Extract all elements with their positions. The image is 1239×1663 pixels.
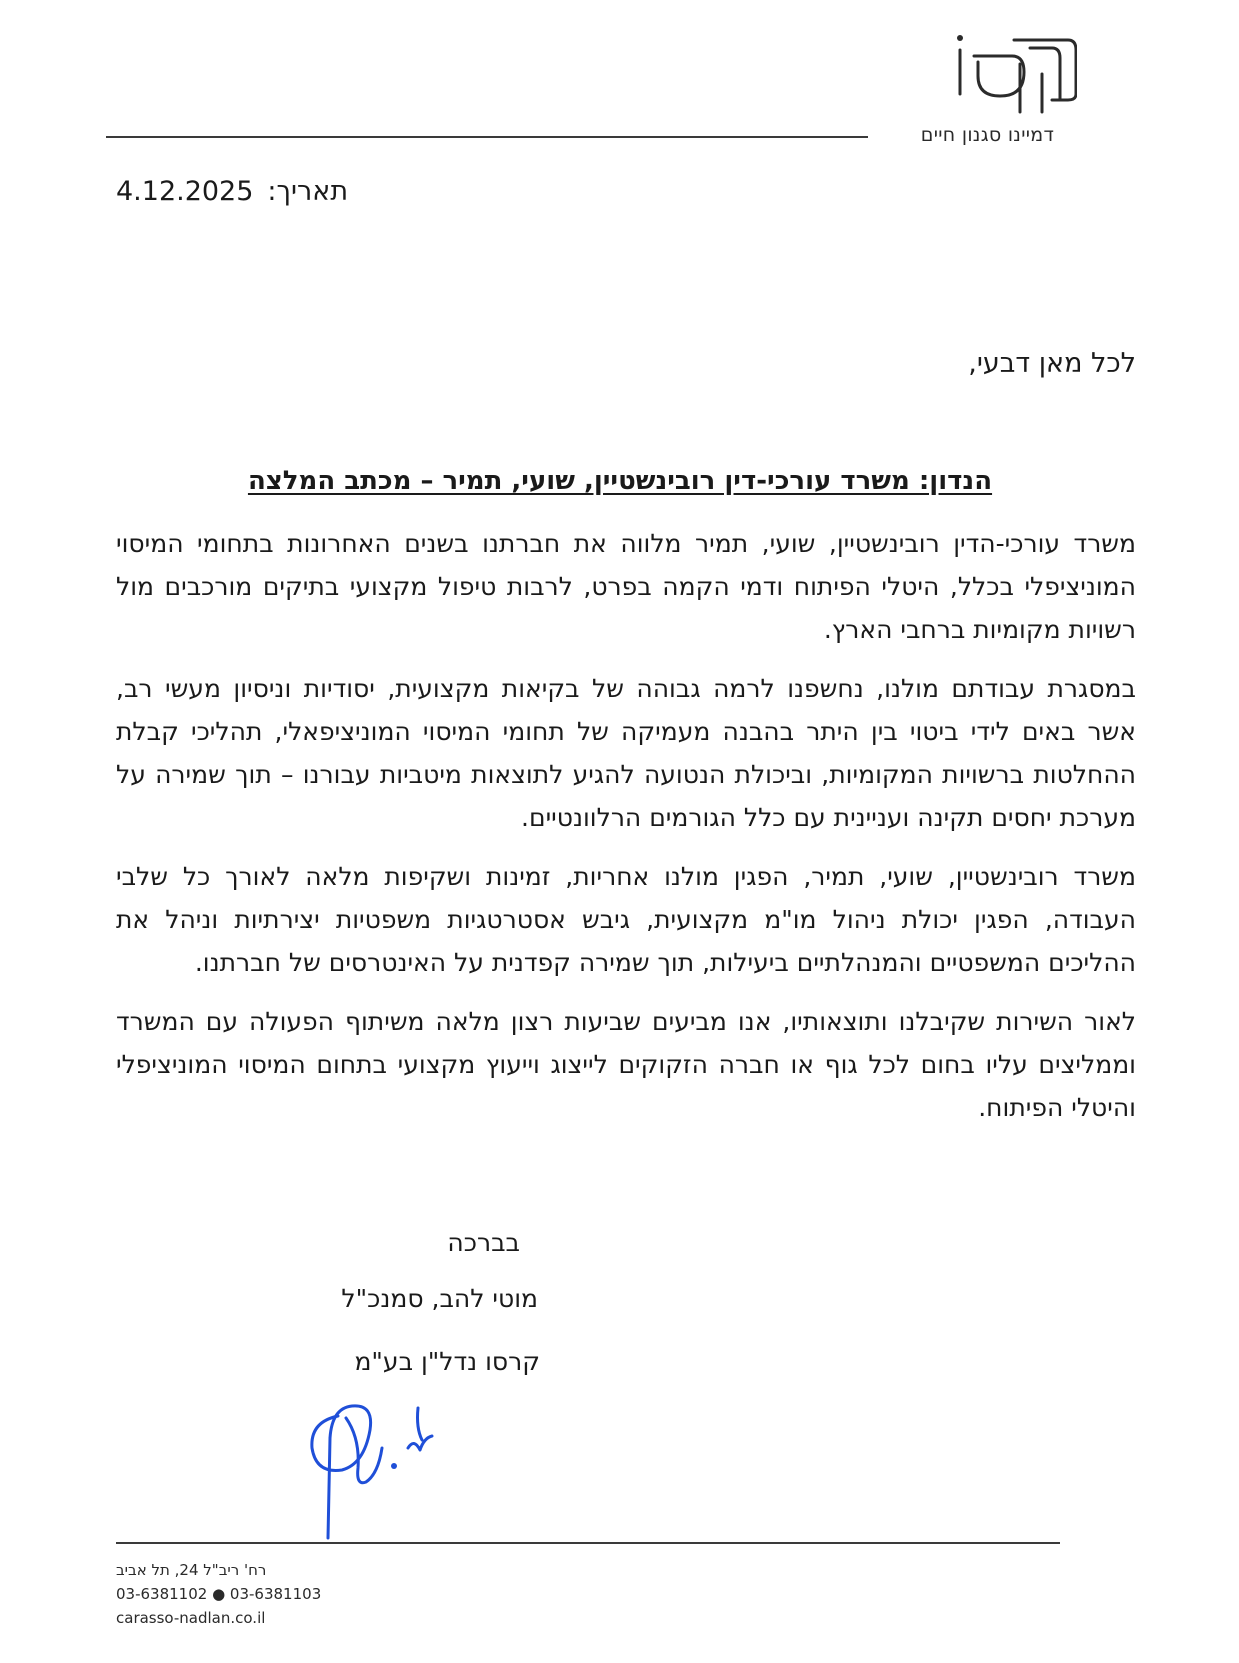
body-paragraph: במסגרת עבודתם מולנו, נחשפנו לרמה גבוהה של בקיאות מקצועית, יסודיות וניסיון מעשי רב, אשר באים לידי ביטוי בין היתר בהבנה מעמיקה של תחומי המיסוי המוניציפאלי, תהליכי קבלת ההחלטות ברשויות המקומיות, וביכולת הנטועה להגיע לתוצאות מיטביות עבורנו – תוך שמירה על מערכת יחסים תקינה ועניינית עם כלל הגורמים הרלוונטיים. bbox=[116, 674, 1136, 832]
footer-address: רח' ריב"ל 24, תל אביב bbox=[116, 1561, 267, 1579]
closing-greeting: בברכה bbox=[447, 1228, 520, 1257]
handwritten-signature bbox=[290, 1378, 480, 1543]
salutation: לכל מאן דבעי, bbox=[968, 348, 1136, 379]
body-paragraph: משרד רובינשטיין, שועי, תמיר, הפגין מולנו אחריות, זמינות ושקיפות מלאה לאורך כל שלבי העבודה, הפגין יכולת ניהול מו"מ מקצועית, גיבש אסטרטגיות משפטיות יצירתיות וניהל את ההליכים המשפטיים והמנהלתיים ביעילות, תוך שמירה קפדנית על האינטרסים של חברתנו. bbox=[116, 862, 1136, 977]
header-divider bbox=[106, 136, 868, 138]
footer-website[interactable]: carasso-nadlan.co.il bbox=[116, 1609, 266, 1627]
logo-tagline: דמיינו סגנון חיים bbox=[920, 124, 1055, 146]
date-line bbox=[116, 176, 436, 207]
date-label: תאריך: bbox=[267, 176, 349, 207]
footer-phones: 03-6381102 ● 03-6381103 bbox=[116, 1585, 322, 1603]
signature-icon bbox=[290, 1378, 480, 1543]
footer-divider bbox=[116, 1542, 1060, 1544]
company-logo bbox=[902, 34, 1077, 118]
body-paragraph: משרד עורכי-הדין רובינשטיין, שועי, תמיר מלווה את חברתנו בשנים האחרונות בתחומי המיסוי המוניציפלי בכלל, היטלי הפיתוח ודמי הקמה בפרט, לרבות טיפול מקצועי בתיקים מורכבים מול רשויות מקומיות ברחבי הארץ. bbox=[116, 529, 1136, 644]
footer-contact bbox=[116, 1558, 376, 1630]
letter-body bbox=[116, 522, 1136, 1145]
subject-line: הנדון: משרד עורכי-דין רובינשטיין, שועי, תמיר – מכתב המלצה bbox=[247, 466, 993, 496]
logo-mark-icon bbox=[902, 34, 1077, 118]
date-value: 4.12.2025 bbox=[116, 176, 254, 207]
body-paragraph: לאור השירות שקיבלנו ותוצאותיו, אנו מביעים שביעות רצון מלאה משיתוף הפעולה עם המשרד וממליצים עליו בחום לכל גוף או חברה הזקוקים לייצוג וייעוץ מקצועי בתחום המיסוי המוניציפלי והיטלי הפיתוח. bbox=[116, 1007, 1136, 1122]
signer-company: קרסו נדל"ן בע"מ bbox=[354, 1347, 540, 1376]
signer-name: מוטי להב, סמנכ"ל bbox=[341, 1284, 538, 1313]
